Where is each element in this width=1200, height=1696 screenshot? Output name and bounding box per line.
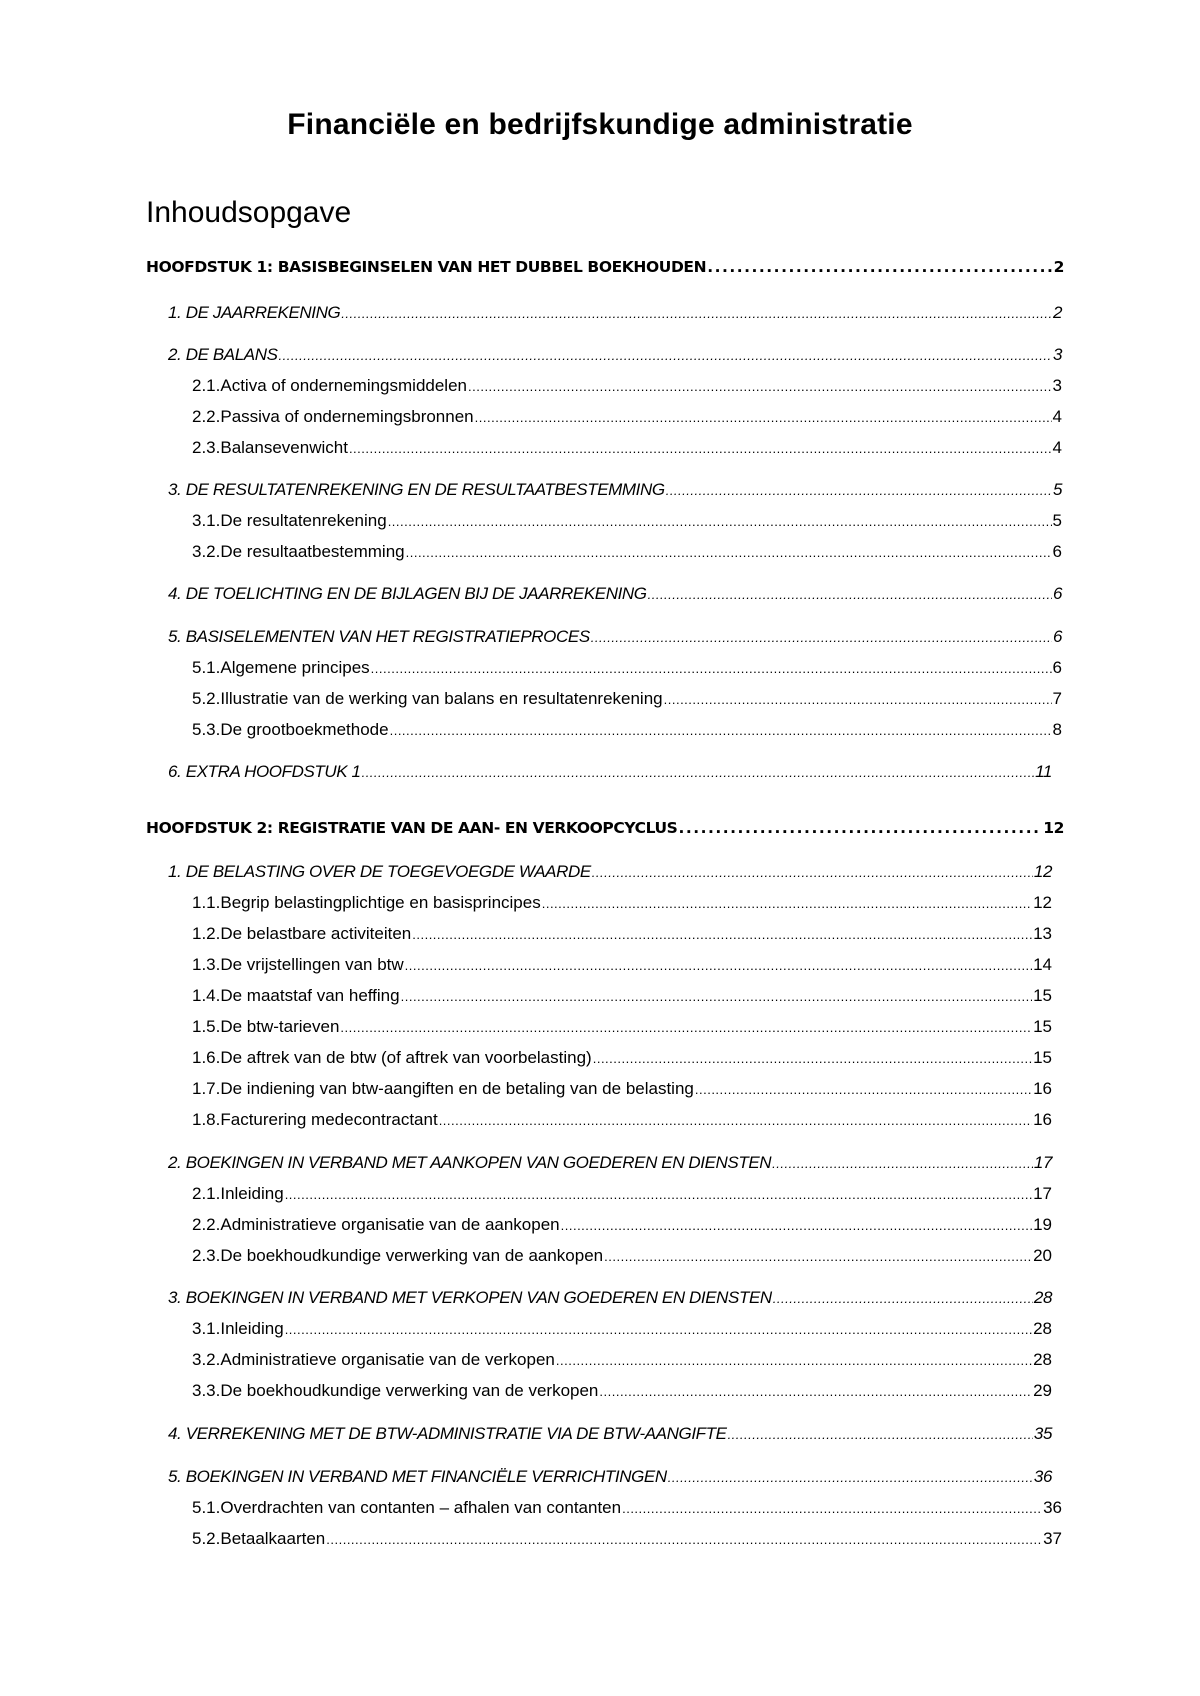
toc-sub-label: 3.2.De resultaatbestemming [192,542,405,561]
toc-sub-2-1-3[interactable] [192,955,1052,975]
dot-leader [405,958,1032,973]
toc-sub-label: 1.5.De btw-tarieven [192,1017,340,1036]
toc-sub-label: 5.1.Algemene principes [192,658,370,677]
dot-leader [695,1082,1032,1097]
toc-sub-label: 2.2.Administratieve organisatie van de aankopen [192,1215,560,1234]
toc-chapter-label: HOOFDSTUK 2: REGISTRATIE VAN DE AAN- EN VERKOOPCYCLUS [146,819,678,837]
toc-sub-2-1-8[interactable] [192,1110,1052,1130]
toc-sub-label: 3.3.De boekhoudkundige verwerking van de verkopen [192,1381,599,1400]
dot-leader [622,1501,1042,1516]
toc-sub-2-5-2[interactable] [192,1529,1062,1549]
toc-page-number: 11 [1035,762,1052,781]
toc-sub-2-1-6[interactable] [192,1048,1052,1068]
dot-leader [340,1020,1032,1035]
toc-sub-label: 2.1.Activa of ondernemingsmiddelen [192,376,467,395]
toc-sub-label: 1.7.De indiening van btw-aangiften en de betaling van de belasting [192,1079,694,1098]
dot-leader [412,927,1032,942]
toc-sub-1-5-3[interactable] [192,720,1062,740]
toc-page-number: 16 [1033,1110,1052,1129]
toc-sub-2-3-2[interactable] [192,1350,1052,1370]
toc-page-number: 28 [1033,1319,1052,1338]
toc-sub-2-2-3[interactable] [192,1246,1052,1266]
toc-page-number: 16 [1033,1079,1052,1098]
toc-sub-label: 1.2.De belastbare activiteiten [192,924,412,943]
toc-sub-label: 2.3.Balansevenwicht [192,438,348,457]
toc-section-1-5[interactable] [168,627,1062,647]
dot-leader [728,1427,1033,1442]
toc-sub-2-1-1[interactable] [192,893,1052,913]
toc-sub-label: 3.2.Administratieve organisatie van de verkopen [192,1350,555,1369]
dot-leader [666,483,1052,498]
dot-leader [707,258,1052,276]
toc-section-2-3[interactable] [168,1288,1052,1308]
toc-sub-1-3-2[interactable] [192,542,1062,562]
dot-leader [591,630,1052,645]
toc-sub-1-2-2[interactable] [192,407,1062,427]
toc-page-number: 7 [1052,689,1062,708]
toc-chapter-2[interactable] [146,819,1064,837]
toc-sub-1-5-1[interactable] [192,658,1062,678]
toc-sub-label: 1.8.Facturering medecontractant [192,1110,438,1129]
dot-leader [279,348,1052,363]
toc-page-number: 4 [1052,438,1062,457]
dot-leader [592,865,1033,880]
toc-section-2-5[interactable] [168,1467,1052,1487]
toc-chapter-1[interactable] [146,258,1064,276]
toc-section-1-1[interactable] [168,303,1062,323]
dot-leader [406,545,1052,560]
dot-leader [439,1113,1032,1128]
dot-leader [561,1218,1032,1233]
dot-leader [773,1291,1033,1306]
toc-page-number: 13 [1033,924,1052,943]
toc-page-number: 2 [1052,303,1062,322]
toc-sub-2-1-2[interactable] [192,924,1052,944]
dot-leader [371,661,1052,676]
toc-sub-label: 1.3.De vrijstellingen van btw [192,955,404,974]
dot-leader [678,819,1042,837]
toc-sub-label: 5.2.Illustratie van de werking van balans en resultatenrekening [192,689,663,708]
toc-page-number: 17 [1033,1153,1052,1172]
toc-sub-1-3-1[interactable] [192,511,1062,531]
toc-section-label: 1. DE BELASTING OVER DE TOEGEVOEGDE WAARDE [168,862,591,881]
toc-sub-2-1-7[interactable] [192,1079,1052,1099]
toc-sub-label: 2.3.De boekhoudkundige verwerking van de aankopen [192,1246,604,1265]
toc-page-number: 12 [1033,862,1052,881]
toc-page-number: 5 [1052,511,1062,530]
toc-sub-label: 1.6.De aftrek van de btw (of aftrek van voorbelasting) [192,1048,592,1067]
dot-leader [542,896,1032,911]
toc-section-label: 4. DE TOELICHTING EN DE BIJLAGEN BIJ DE JAARREKENING [168,584,647,603]
toc-sub-label: 5.1.Overdrachten van contanten – afhalen van contanten [192,1498,622,1517]
dot-leader [648,587,1052,602]
toc-section-1-3[interactable] [168,480,1062,500]
dot-leader [599,1384,1032,1399]
toc-page-number: 19 [1033,1215,1052,1234]
dot-leader [668,1470,1033,1485]
toc-page-number: 3 [1052,345,1062,364]
toc-sub-label: 1.1.Begrip belastingplichtige en basisprincipes [192,893,541,912]
toc-sub-2-2-1[interactable] [192,1184,1052,1204]
document-title: Financiële en bedrijfskundige administratie [287,108,913,141]
toc-page-number: 6 [1052,584,1062,603]
dot-leader [664,692,1052,707]
dot-leader [401,989,1032,1004]
toc-sub-label: 3.1.Inleiding [192,1319,284,1338]
toc-sub-2-3-3[interactable] [192,1381,1052,1401]
toc-section-2-4[interactable] [168,1424,1052,1444]
toc-sub-label: 5.3.De grootboekmethode [192,720,389,739]
dot-leader [349,441,1052,456]
toc-sub-label: 1.4.De maatstaf van heffing [192,986,400,1005]
dot-leader [593,1051,1032,1066]
toc-sub-label: 2.2.Passiva of ondernemingsbronnen [192,407,474,426]
toc-page-number: 15 [1033,986,1052,1005]
toc-sub-1-5-2[interactable] [192,689,1062,709]
dot-leader [285,1187,1032,1202]
toc-chapter-label: HOOFDSTUK 1: BASISBEGINSELEN VAN HET DUBBEL BOEKHOUDEN [146,258,707,276]
dot-leader [390,723,1052,738]
toc-section-label: 2. DE BALANS [168,345,278,364]
dot-leader [604,1249,1032,1264]
toc-section-2-1[interactable] [168,862,1052,882]
toc-section-label: 6. EXTRA HOOFDSTUK 1 [168,762,361,781]
toc-sub-2-1-5[interactable] [192,1017,1052,1037]
toc-section-1-4[interactable] [168,584,1062,604]
toc-page-number: 15 [1033,1017,1052,1036]
toc-page-number: 20 [1033,1246,1052,1265]
dot-leader [468,379,1052,394]
toc-section-2-2[interactable] [168,1153,1052,1173]
toc-section-label: 5. BOEKINGEN IN VERBAND MET FINANCIËLE VERRICHTINGEN [168,1467,667,1486]
dot-leader [341,306,1052,321]
toc-sub-label: 5.2.Betaalkaarten [192,1529,326,1548]
dot-leader [326,1532,1042,1547]
toc-page-number: 2 [1053,258,1064,276]
toc-sub-1-2-1[interactable] [192,376,1062,396]
toc-sub-2-1-4[interactable] [192,986,1052,1006]
toc-section-label: 3. DE RESULTATENREKENING EN DE RESULTAATBESTEMMING [168,480,665,499]
toc-page-number: 6 [1052,542,1062,561]
toc-page-number: 15 [1033,1048,1052,1067]
toc-page-number: 3 [1052,376,1062,395]
toc-page-number: 36 [1043,1498,1062,1517]
toc-page-number: 35 [1033,1424,1052,1443]
toc-section-1-2[interactable] [168,345,1062,365]
toc-page-number: 28 [1033,1288,1052,1307]
toc-section-label: 1. DE JAARREKENING [168,303,341,322]
toc-page-number: 8 [1052,720,1062,739]
dot-leader [285,1322,1032,1337]
toc-page-number: 6 [1052,658,1062,677]
toc-sub-label: 3.1.De resultatenrekening [192,511,387,530]
dot-leader [475,410,1052,425]
toc-page-number: 17 [1033,1184,1052,1203]
toc-sub-1-2-3[interactable] [192,438,1062,458]
toc-page-number: 4 [1052,407,1062,426]
toc-heading: Inhoudsopgave [146,196,352,229]
toc-page-number: 5 [1052,480,1062,499]
dot-leader [772,1156,1033,1171]
toc-section-label: 4. VERREKENING MET DE BTW-ADMINISTRATIE VIA DE BTW-AANGIFTE [168,1424,727,1443]
toc-page-number: 12 [1033,893,1052,912]
toc-section-label: 3. BOEKINGEN IN VERBAND MET VERKOPEN VAN GOEDEREN EN DIENSTEN [168,1288,772,1307]
toc-sub-label: 2.1.Inleiding [192,1184,284,1203]
toc-sub-2-2-2[interactable] [192,1215,1052,1235]
dot-leader [388,514,1052,529]
dot-leader [362,765,1035,780]
toc-page-number: 29 [1033,1381,1052,1400]
toc-sub-2-3-1[interactable] [192,1319,1052,1339]
toc-page-number: 37 [1043,1529,1062,1548]
toc-page-number: 14 [1033,955,1052,974]
toc-section-label: 2. BOEKINGEN IN VERBAND MET AANKOPEN VAN GOEDEREN EN DIENSTEN [168,1153,772,1172]
toc-page-number: 28 [1033,1350,1052,1369]
toc-page-number: 12 [1043,819,1064,837]
toc-section-1-6[interactable] [168,762,1052,782]
dot-leader [556,1353,1032,1368]
toc-section-label: 5. BASISELEMENTEN VAN HET REGISTRATIEPROCES [168,627,590,646]
toc-sub-2-5-1[interactable] [192,1498,1062,1518]
toc-page-number: 36 [1033,1467,1052,1486]
toc-page-number: 6 [1052,627,1062,646]
